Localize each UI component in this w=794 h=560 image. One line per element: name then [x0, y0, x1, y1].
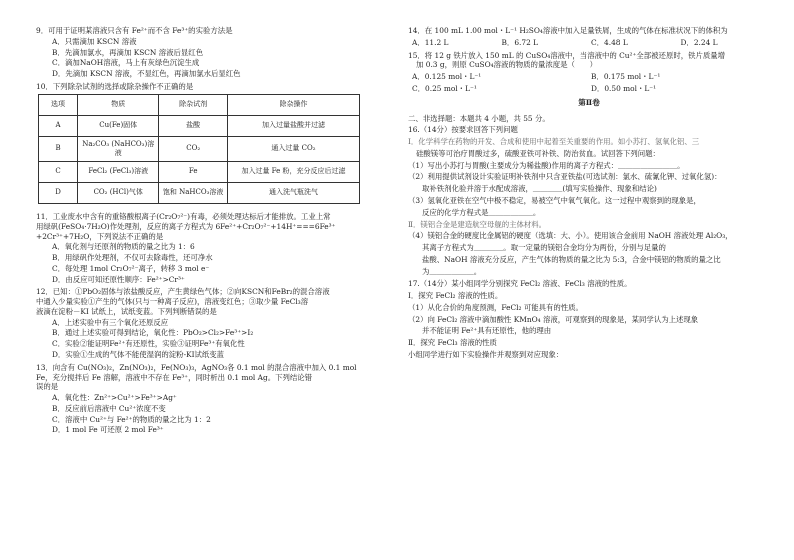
sub-question: （1）从化合价的角度预测，FeCl₂ 可能具有的性质。: [408, 302, 583, 312]
option: B．6.72 L: [501, 37, 539, 47]
option: D．实验①生成的气体不能使湿润的淀粉-KI试纸变蓝: [52, 350, 225, 360]
table-cell: A: [39, 115, 78, 136]
sub-question: （2）利用提供试剂设计实验证明补铁剂中只含亚铁盐(可选试剂：氯水、硫氰化钾、过氧化氢)：: [408, 172, 722, 182]
question-14-stem: 14．在 100 mL 1.00 mol・L⁻¹ H₂SO₄溶液中加入足量铁屑，生成的气体在标准状况下的体积为: [408, 26, 728, 35]
table-header: 除杂操作: [227, 94, 359, 115]
options-row: [408, 84, 770, 94]
option: C．滴加NaOH溶液，马上有灰绿色沉淀生成: [52, 58, 200, 68]
question-15-stem-line: 15．将 12 g 铁片放入 150 mL 的 CuSO₄溶液中，当溶液中的 Cu²⁺全部被还原时，铁片质量增: [408, 50, 726, 60]
question-14: [408, 26, 770, 48]
question-12-stem-line: 中通入少量实验①产生的气体(只与一种离子反应)，溶液变红色；③取少量 FeCl₃溶: [36, 297, 309, 307]
question-11: [36, 212, 396, 284]
sub-question-line: 并不能证明 Fe²⁺具有还原性，他的理由: [422, 326, 552, 336]
table-header-row: [39, 94, 360, 115]
question-16-head: 16.（14分）按要求回答下列问题: [408, 125, 518, 135]
option: B．通过上述实验可得到结论，氧化性：PbO₂>Cl₂>Fe³⁺>I₂: [52, 328, 254, 338]
question-12: [36, 287, 396, 359]
table-cell: B: [39, 136, 78, 161]
table-row: [39, 162, 360, 183]
question-13-stem-line: 误的是: [36, 382, 59, 392]
paragraph-line: Ⅰ．化学科学在药物的开发、合成和使用中起着至关重要的作用。如小苏打、氢氧化铝、三: [408, 137, 700, 147]
options-row: [408, 38, 770, 48]
table-cell: 饱和 NaHCO₃溶液: [159, 183, 228, 204]
option: A．上述实验中有三个氧化还原反应: [52, 317, 169, 327]
question-11-stem-line: +2Cr³⁺+7H₂O，下列说法不正确的是: [36, 231, 164, 241]
sub-question: （4）镁铝合金的硬度比金属铝的硬度（选填：大、小）。使用该合金前用 NaOH 溶液处理 Al₂O₃，: [408, 231, 733, 241]
question-13: [36, 363, 396, 435]
option: C．0.25 mol・L⁻¹: [412, 83, 477, 93]
paragraph-line: Ⅱ．探究 FeCl₃ 溶液的性质: [408, 338, 497, 348]
table-cell: FeCl₂ (FeCl₃)溶液: [78, 162, 159, 183]
question-12-stem-line: 12．已知：①PbO₂固体与浓盐酸反应，产生黄绿色气体；②向KSCN和FeBr₂的混合溶液: [36, 287, 330, 297]
part-intro: 二、非选择题：本题共 4 小题，共 55 分。: [408, 113, 550, 123]
question-11-stem-line: 用绿矾(FeSO₄·7H₂O)作处理剂，反应的离子方程式为 6Fe²⁺+Cr₂O₇²⁻+14H⁺===6Fe³⁺: [36, 221, 336, 231]
table-cell: C: [39, 162, 78, 183]
sub-question: （3）氢氧化亚铁在空气中极不稳定，易被空气中氧气氧化。这一过程中观察到的现象是，: [408, 195, 701, 205]
paragraph-line: Ⅱ．镁铝合金是建造航空母舰的主体材料。: [408, 219, 547, 229]
question-10-stem: 10．下列除杂试剂的选择或除杂操作不正确的是: [36, 81, 194, 91]
option: C．溶液中 Cu²⁺与 Fe²⁺的物质的量之比为 1：2: [52, 414, 211, 424]
table-row: [39, 183, 360, 204]
option: A．只需滴加 KSCN 溶液: [52, 36, 137, 46]
table-cell: D: [39, 183, 78, 204]
table-header: 物质: [78, 94, 159, 115]
sub-question: （2）向 FeCl₂ 溶液中滴加酸性 KMnO₄ 溶液，可观察到的现象是，某同学认为上述现象: [408, 314, 699, 324]
option: D．1 mol Fe 可还原 2 mol Fe³⁺: [52, 425, 164, 435]
question-17: [408, 279, 770, 359]
sub-question-line: 为＿＿＿＿＿＿。: [422, 266, 482, 276]
option: A．11.2 L: [412, 37, 449, 47]
question-9-stem: 9．可用于证明某溶液只含有 Fe²⁺而不含 Fe³⁺的实验方法是: [36, 26, 233, 35]
option: B．反应前后溶液中 Cu²⁺浓度不变: [52, 403, 166, 413]
paragraph-line: 硅酸镁等可治疗胃酸过多，硫酸亚铁可补铁、防治贫血。试回答下列问题：: [416, 148, 660, 158]
option: D．先滴加 KSCN 溶液，不显红色，再滴加氯水后显红色: [52, 69, 241, 79]
section-title: 第Ⅱ卷: [578, 97, 600, 107]
table-cell: Na₂CO₃ (NaHCO₃)溶液: [78, 136, 159, 161]
table-cell: 加入过量 Fe 粉，充分反应后过滤: [227, 162, 359, 183]
table-header: 选项: [39, 94, 78, 115]
left-column: [36, 26, 396, 438]
table-cell: 加入过量盐酸并过滤: [227, 115, 359, 136]
option: B．用绿矾作处理剂，不仅可去除毒性，还可净水: [52, 253, 213, 263]
question-13-stem-line: Fe，充分搅拌后 Fe 溶解，溶液中不存在 Fe³⁺，同时析出 0.1 mol Ag。下列结论错: [36, 372, 313, 382]
right-column: [408, 26, 770, 363]
option: A．0.125 mol・L⁻¹: [412, 72, 482, 82]
table-cell: CO₂: [159, 136, 228, 161]
sub-question-line: 反应的化学方程式是＿＿＿＿＿＿。: [422, 207, 541, 217]
option: B．0.175 mol・L⁻¹: [591, 72, 661, 82]
table-row: [39, 115, 360, 136]
option: D．0.50 mol・L⁻¹: [591, 83, 657, 93]
impurity-table: [38, 94, 360, 204]
question-9: [36, 26, 396, 79]
paragraph-line: 小组同学进行如下实验操作并观察到对应现象：: [408, 349, 564, 359]
table-row: [39, 136, 360, 161]
question-13-stem-line: 13．向含有 Cu(NO₃)₂，Zn(NO₃)₂，Fe(NO₃)₃，AgNO₃各 0.1 mol 的混合溶液中加入 0.1 mol: [36, 362, 357, 372]
question-12-stem-line: 液滴在淀粉－KI 试纸上，试纸变蓝。下列判断错误的是: [36, 306, 217, 316]
table-cell: Cu(Fe)固体: [78, 115, 159, 136]
table-cell: 盐酸: [159, 115, 228, 136]
option: C．每处理 1mol Cr₂O₇²⁻离子，转移 3 mol e⁻: [52, 263, 210, 273]
sub-question: （1）写出小苏打与胃酸(主要成分为稀盐酸)作用的离子方程式：＿＿＿＿＿＿＿＿。: [408, 160, 685, 170]
question-15-stem-line: 加 0.3 g，则原 CuSO₄溶液的物质的量浓度是（ ）: [416, 60, 598, 70]
option: A．氧化剂与还原剂的物质的量之比为 1：6: [52, 242, 195, 252]
question-10: [36, 82, 396, 204]
option: D．2.24 L: [680, 37, 718, 47]
option: C．实验②能证明Fe²⁺有还原性，实验③证明Fe³⁺有氧化性: [52, 339, 245, 349]
table-header: 除杂试剂: [159, 94, 228, 115]
option: B．先滴加氯水，再滴加 KSCN 溶液后显红色: [52, 47, 204, 57]
option: D．由反应可知还原性顺序：Fe²⁺>Cr³⁺: [52, 274, 185, 284]
table-cell: Fe: [159, 162, 228, 183]
question-16: [408, 125, 770, 276]
sub-question-line: 其离子方程式为＿＿＿＿。取一定量的镁铝合金均分为两份，分别与足量的: [422, 243, 666, 253]
sub-question-line: 盐酸、NaOH 溶液充分反应，产生气体的物质的量之比为 5:3，合金中镁铝的物质的量之比: [422, 254, 721, 264]
question-11-stem-line: 11．工业废水中含有的重铬酸根离子(Cr₂O₇²⁻)有毒，必须处理达标后才能排放。工业上常: [36, 212, 331, 222]
paragraph-line: Ⅰ．探究 FeCl₂ 溶液的性质。: [408, 291, 503, 301]
sub-question-line: 取补铁剂化验并溶于水配成溶液，＿＿＿＿(填写实验操作、现象和结论): [422, 184, 657, 194]
table-cell: 通入洗气瓶洗气: [227, 183, 359, 204]
question-15: [408, 51, 770, 94]
table-cell: 通入过量 CO₂: [227, 136, 359, 161]
table-cell: CO₂ (HCl)气体: [78, 183, 159, 204]
option: A．氧化性：Zn²⁺>Cu²⁺>Fe³⁺>Ag⁺: [52, 393, 177, 403]
options-row: [408, 72, 770, 82]
question-17-head: 17.（14分）某小组同学分别探究 FeCl₂ 溶液、FeCl₃ 溶液的性质。: [408, 279, 632, 289]
option: C．4.48 L: [591, 37, 628, 47]
